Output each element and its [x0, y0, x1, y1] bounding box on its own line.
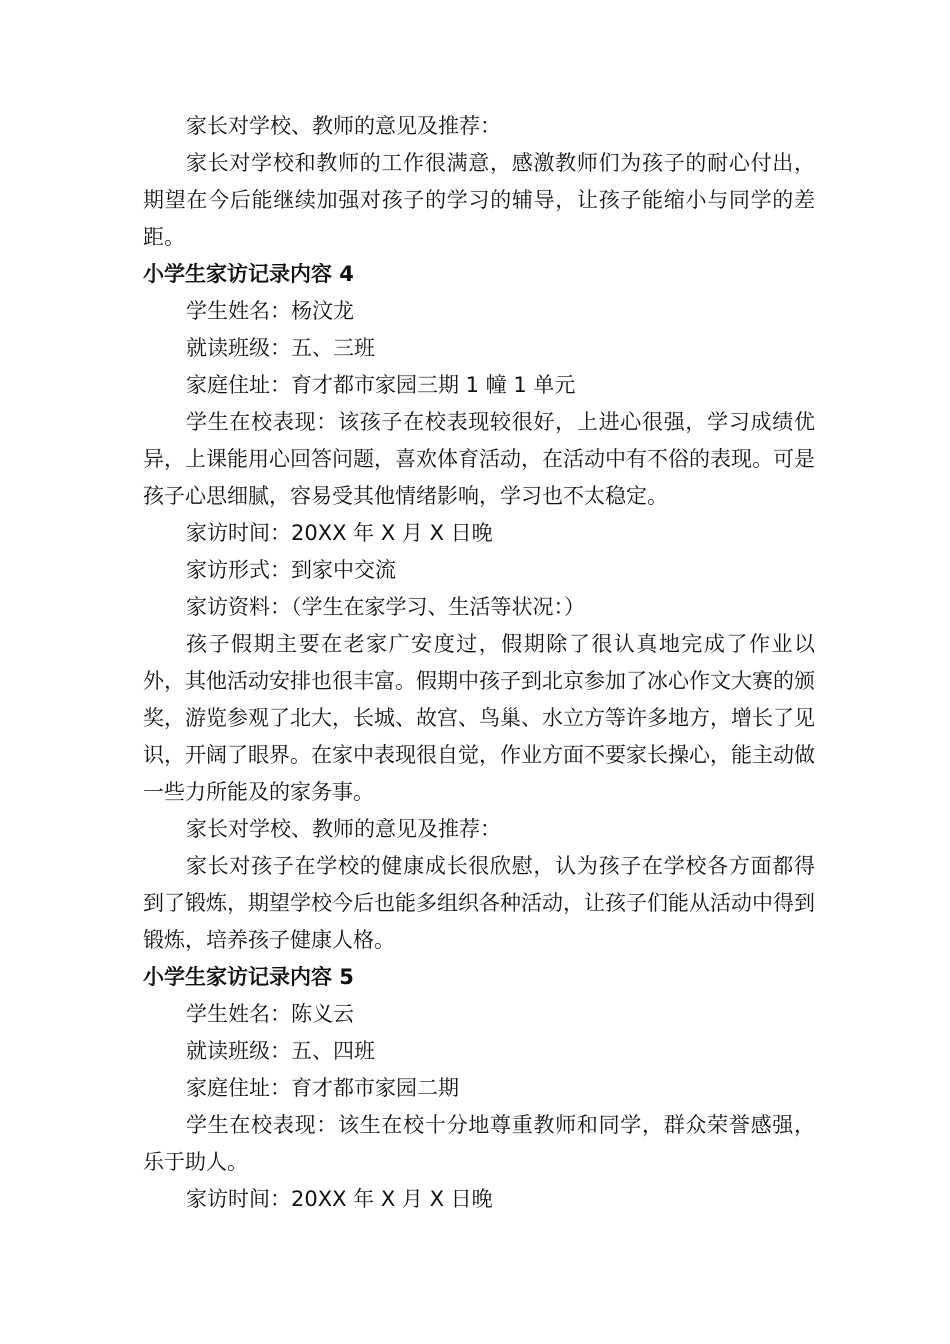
paragraph: 就读班级：五、四班 — [186, 1039, 375, 1063]
document-page — [143, 108, 815, 1218]
paragraph: 学生在校表现：该生在校十分地尊重教师和同学，群众荣誉感强，乐于助人。 — [143, 1113, 815, 1174]
paragraph: 家庭住址：育才都市家园二期 — [186, 1076, 459, 1100]
paragraph: 家访时间：20XX 年 X 月 X 日晚 — [186, 521, 493, 545]
paragraph: 就读班级：五、三班 — [186, 336, 375, 360]
section-heading: 小学生家访记录内容 5 — [143, 965, 354, 989]
paragraph: 学生姓名：杨汶龙 — [186, 299, 354, 323]
paragraph: 家访资料：（学生在家学习、生活等状况：） — [186, 595, 585, 619]
paragraph: 家长对学校、教师的意见及推荐： — [186, 817, 501, 841]
paragraph: 家长对学校、教师的意见及推荐： — [186, 114, 501, 138]
paragraph: 孩子假期主要在老家广安度过，假期除了很认真地完成了作业以外，其他活动安排也很丰富。假期中孩子到北京参加了冰心作文大赛的颁奖，游览参观了北大，长城、故宫、鸟巢、水立方等许多地方，增长了见识，开阔了眼界。在家中表现很自觉，作业方面不要家长操心，能主动做一些力所能及的家务事。 — [143, 632, 815, 804]
paragraph: 家长对学校和教师的工作很满意，感激教师们为孩子的耐心付出，期望在今后能继续加强对孩子的学习的辅导，让孩子能缩小与同学的差距。 — [143, 151, 815, 249]
paragraph: 家长对孩子在学校的健康成长很欣慰，认为孩子在学校各方面都得到了锻炼，期望学校今后也能多组织各种活动，让孩子们能从活动中得到锻炼，培养孩子健康人格。 — [143, 854, 815, 952]
paragraph: 家访时间：20XX 年 X 月 X 日晚 — [186, 1187, 493, 1211]
paragraph: 学生在校表现：该孩子在校表现较很好，上进心很强，学习成绩优异，上课能用心回答问题，喜欢体育活动，在活动中有不俗的表现。可是孩子心思细腻，容易受其他情绪影响，学习也不太稳定。 — [143, 410, 815, 508]
section-heading: 小学生家访记录内容 4 — [143, 262, 354, 286]
paragraph: 家访形式：到家中交流 — [186, 558, 396, 582]
paragraph: 学生姓名：陈义云 — [186, 1002, 354, 1026]
paragraph: 家庭住址：育才都市家园三期 1 幢 1 单元 — [186, 373, 576, 397]
